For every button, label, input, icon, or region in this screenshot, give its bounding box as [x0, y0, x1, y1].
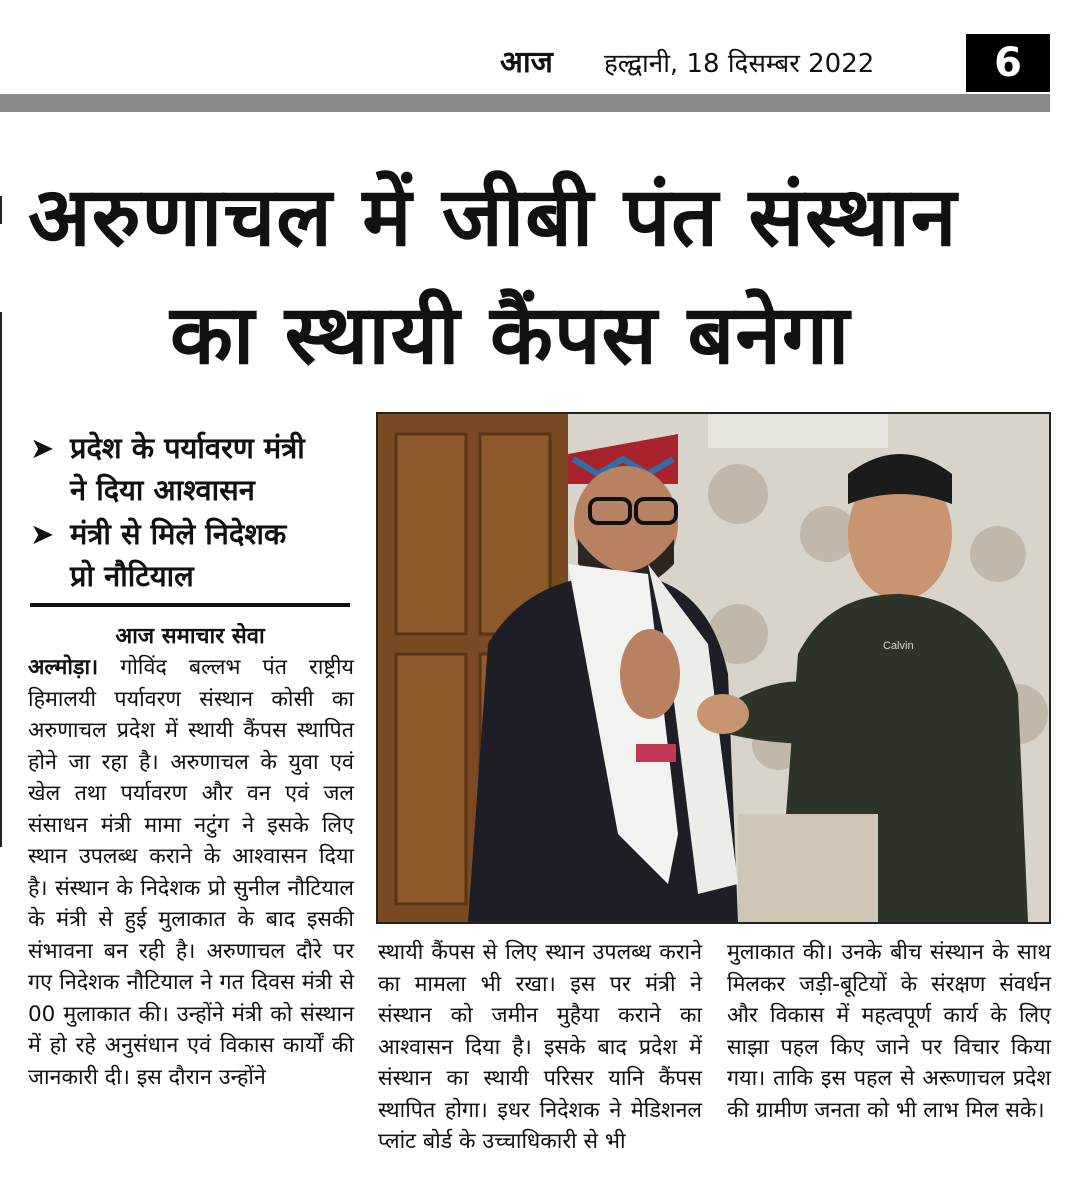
article-column-2: स्थायी कैंपस से लिए स्थान उपलब्ध कराने का मामला भी रखा। इस पर मंत्री ने संस्थान को जमीन मुहैया कराने का आश्वासन दिया है। इसके बाद प्रदेश में संस्थान का स्थायी परिसर यानि कैंपस स्थापित होगा। इधर निदेशक ने मेडिशनल प्लांट बोर्ड के उच्चाधिकारी से भी	[378, 940, 702, 1154]
page-number: 6	[966, 34, 1050, 92]
byline: आज समाचार सेवा	[115, 624, 265, 649]
arrow-icon: ➤	[30, 517, 55, 551]
dateline-place: अल्मोड़ा।	[28, 655, 99, 680]
highlight-2-line-2: प्रो नौटियाल	[70, 559, 194, 593]
photo-illustration	[378, 414, 1049, 922]
article-column-1-text: गोविंद बल्लभ पंत राष्ट्रीय हिमालयी पर्यावरण संस्थान कोसी का अरुणाचल प्रदेश में स्थायी कैंपस स्थापित होने जा रहा है। अरुणाचल के युवा एवं खेल तथा पर्यावरण और वन एवं जल संसाधन मंत्री मामा नटुंग ने इसके लिए स्थान उपलब्ध कराने के आश्वासन दिया है। संस्थान के निदेशक प्रो सुनील नौटियाल के मंत्री से हुई मुलाकात के बाद इसकी संभावना बन रही है। अरुणाचल दौरे पर गए निदेशक नौटियाल ने गत दिवस मंत्री से 00 मुलाकात की। उन्होंने मंत्री को संस्थान में हो रहे अनुसंधान एवं विकास कार्यों की जानकारी दी। इस दौरान उन्होंने	[28, 655, 354, 1090]
highlight-1	[30, 426, 305, 470]
headline-line-1: अरुणाचल में जीबी पंत संस्थान	[28, 170, 958, 265]
arrow-icon: ➤	[30, 431, 55, 465]
jacket-logo: Calvin	[883, 640, 914, 652]
highlight-1-line-1: प्रदेश के पर्यावरण मंत्री	[70, 431, 305, 465]
edge-mark	[0, 196, 2, 224]
highlight-2-line-1: मंत्री से मिले निदेशक	[70, 517, 287, 551]
header-rule	[0, 94, 1050, 112]
article-column-3: मुलाकात की। उनके बीच संस्थान के साथ मिलकर जड़ी-बूटियों के संरक्षण संवर्धन और विकास में महत्वपूर्ण कार्य के लिए साझा पहल किए जाने पर विचार किया गया। ताकि इस पहल से अरूणाचल प्रदेश की ग्रामीण जनता को भी लाभ मिल सके।	[727, 940, 1051, 1123]
dateline: हल्द्वानी, 18 दिसम्बर 2022	[604, 49, 875, 79]
news-photo	[376, 412, 1051, 924]
headline-line-2: का स्थायी कैंपस बनेगा	[170, 288, 851, 383]
byline-divider	[30, 603, 350, 607]
highlight-1-line-2: ने दिया आश्वासन	[70, 473, 255, 507]
edge-mark	[0, 312, 2, 847]
article-column-1	[28, 652, 354, 1093]
highlight-2	[30, 512, 286, 556]
newspaper-name: आज	[500, 45, 553, 80]
